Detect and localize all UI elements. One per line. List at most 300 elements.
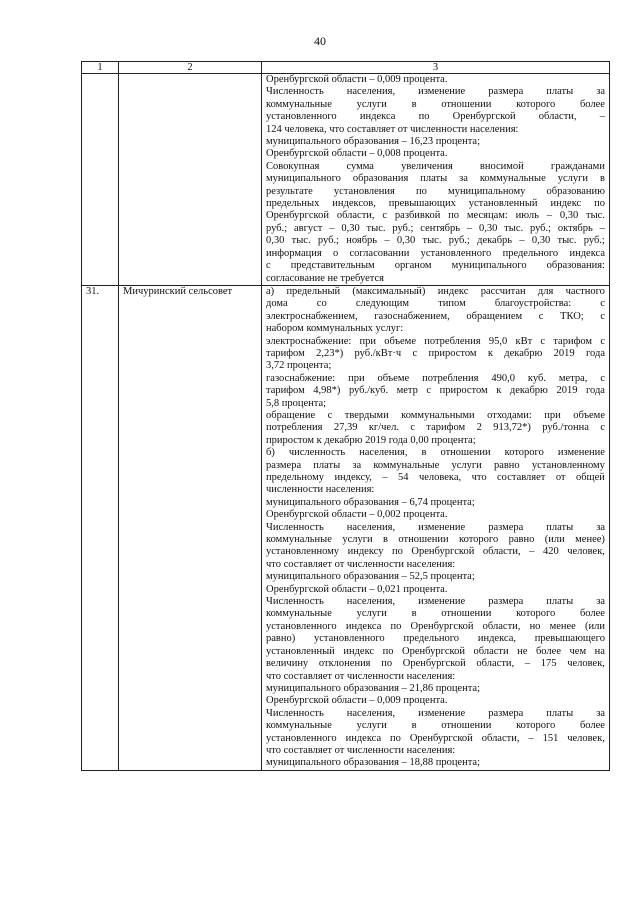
word: муниципального: [451, 260, 527, 272]
text-line: [266, 286, 605, 298]
table-row: [82, 285, 610, 770]
word: с: [600, 310, 605, 322]
text-line: что составляет от численности населения:: [266, 558, 456, 570]
word: чем: [569, 645, 587, 657]
word: индексов,: [332, 198, 376, 210]
word: установленному: [531, 459, 605, 471]
word: установленного: [266, 732, 337, 744]
word: общей: [575, 472, 605, 483]
word: гражданами: [550, 160, 605, 172]
word: установленного: [420, 247, 492, 259]
word: области,: [476, 658, 515, 670]
word: установленного: [266, 620, 337, 632]
text-line: [266, 472, 605, 484]
word: газоснабжение:: [266, 372, 336, 384]
text-line: набором коммунальных услуг:: [266, 323, 404, 335]
word: 2,23*): [316, 347, 344, 359]
word: численность: [288, 447, 346, 459]
word: более: [579, 98, 605, 110]
word: установления: [333, 185, 395, 197]
word: изменение: [418, 86, 466, 98]
word: по: [381, 658, 393, 670]
word: твердыми: [344, 409, 389, 421]
row-number: 31.: [82, 285, 119, 770]
word: август: [293, 222, 323, 234]
word: равно): [266, 633, 296, 645]
word: услуги: [451, 459, 482, 471]
word: коммунальные: [266, 98, 332, 110]
word: руб./куб.: [348, 385, 389, 397]
text-line: [266, 708, 605, 720]
word: коммунальные: [373, 459, 440, 471]
word: декабрю: [509, 385, 548, 397]
text-line: численности населения:: [266, 484, 375, 496]
word: 2019: [556, 385, 578, 397]
word: менее): [575, 534, 605, 546]
word: сумма: [346, 160, 374, 172]
text-line: [266, 460, 605, 472]
word: увеличения: [401, 160, 453, 172]
text-line: [266, 235, 605, 247]
word: размера: [488, 707, 524, 719]
text-line: [266, 410, 605, 422]
word: равно: [508, 534, 535, 546]
text-line: муниципального образования – 16,23 процента;: [266, 136, 481, 148]
text-line: Оренбургской области – 0,008 процента.: [266, 148, 448, 160]
word: для: [537, 285, 554, 297]
word: за: [596, 707, 605, 719]
word: индексу: [347, 546, 384, 558]
word: объеме: [384, 335, 416, 347]
word: Численность: [266, 521, 324, 533]
word: 27,39: [333, 422, 358, 434]
word: отношении: [441, 98, 492, 110]
word: кг/чел.: [368, 422, 399, 434]
word: что: [471, 472, 487, 483]
word: с: [540, 335, 546, 347]
word: 420: [542, 546, 559, 558]
text-line: согласование не требуется: [266, 272, 384, 284]
word: по: [416, 185, 427, 197]
word: года: [585, 347, 605, 359]
word: электроснабжением,: [266, 310, 358, 322]
word: –: [529, 546, 535, 558]
word: тарифом: [266, 347, 305, 359]
word: метр: [396, 385, 418, 397]
word: 54: [398, 472, 409, 483]
word: руб.;: [266, 222, 288, 234]
word: Численность: [266, 707, 324, 719]
text-line: [266, 546, 605, 558]
text-line: муниципального образования – 6,74 процента;: [266, 496, 475, 508]
word: Оренбургской: [266, 210, 329, 222]
word: тыс.: [422, 235, 442, 247]
word: –: [546, 210, 552, 222]
word: от: [555, 472, 566, 483]
word: индекса: [359, 111, 396, 123]
word: услуги: [356, 608, 387, 620]
text-line: Оренбургской области – 0,009 процента.: [266, 74, 448, 85]
word: индекса: [569, 247, 605, 259]
word: потребления: [422, 372, 479, 384]
word: области: [473, 645, 509, 657]
word: Численность: [266, 86, 324, 98]
word: размера: [266, 459, 302, 471]
word: декабрь: [477, 235, 513, 247]
details-lines: [266, 286, 605, 770]
word: населения,: [346, 596, 396, 608]
word: размера: [488, 86, 524, 98]
text-line: [266, 596, 605, 608]
text-line: [266, 422, 605, 434]
text-line: [266, 298, 605, 310]
word: руб.;: [583, 235, 605, 247]
text-line: муниципального образования – 21,86 процента;: [266, 682, 481, 694]
word: отходами:: [487, 409, 532, 421]
word: населения,: [346, 521, 396, 533]
word: июль: [515, 210, 539, 222]
word: 2019: [553, 347, 575, 359]
word: муниципального: [266, 173, 341, 185]
word: 0,30: [559, 210, 579, 222]
text-line: [266, 447, 605, 459]
word: органом: [394, 260, 432, 272]
word: –: [466, 222, 473, 234]
word: в: [383, 534, 389, 546]
text-line: [266, 198, 605, 210]
word: коммунальные: [266, 720, 332, 732]
word: образованию: [546, 185, 605, 197]
word: образования:: [546, 260, 605, 272]
word: равно: [493, 459, 520, 471]
word: тыс.: [291, 235, 311, 247]
word: которого: [516, 720, 556, 732]
word: объеме: [573, 409, 605, 421]
word: с: [538, 310, 544, 322]
text-line: [266, 646, 605, 658]
word: Численность: [266, 596, 324, 608]
word: области,: [482, 620, 521, 632]
word: а): [266, 285, 275, 297]
word: платы: [546, 596, 574, 608]
word: которого: [516, 608, 556, 620]
word: превышающего: [534, 633, 605, 645]
word: муниципальному: [448, 185, 526, 197]
word: (максимальный): [352, 285, 426, 297]
details-lines: [266, 74, 605, 285]
word: установленному: [266, 546, 340, 558]
row-details: [262, 285, 610, 770]
word: предельному: [266, 472, 324, 483]
text-line: Оренбургской области – 0,021 процента.: [266, 583, 448, 595]
word: но: [529, 620, 541, 632]
word: тарифом: [553, 335, 593, 347]
word: коммунальные: [479, 173, 546, 185]
header-col-1: 1: [82, 62, 119, 74]
text-line: [266, 99, 605, 111]
text-line: муниципального образования – 52,5 процента;: [266, 571, 475, 583]
word: платы: [546, 707, 574, 719]
word: коммунальными: [401, 409, 475, 421]
word: согласовании: [349, 247, 410, 259]
word: обращение: [266, 409, 316, 421]
word: газоснабжением,: [374, 310, 450, 322]
word: размера: [488, 521, 524, 533]
word: 175: [540, 658, 557, 670]
word: изменение: [418, 521, 466, 533]
word: составляет: [497, 472, 546, 483]
word: 0,30: [478, 222, 498, 234]
word: отношении: [440, 447, 491, 459]
text-line: муниципального образования – 18,88 процента;: [266, 757, 481, 769]
word: в: [411, 608, 417, 620]
word: человека,: [418, 472, 462, 483]
text-line: Оренбургской области – 0,002 процента.: [266, 509, 448, 521]
word: 151: [542, 732, 559, 744]
word: более: [579, 608, 605, 620]
word: услуги: [557, 173, 589, 185]
word: –: [382, 472, 388, 483]
text-line: [266, 534, 605, 546]
word: (или: [585, 620, 605, 632]
word: –: [528, 732, 534, 744]
word: по: [382, 645, 394, 657]
text-line: [266, 348, 605, 360]
word: изменение: [418, 707, 466, 719]
word: человек,: [567, 732, 605, 744]
word: представительным: [290, 260, 375, 272]
word: отношении: [441, 608, 492, 620]
word: за: [596, 86, 605, 98]
text-line: приростом к декабрю 2019 года 0,00 процента;: [266, 434, 476, 446]
word: с: [600, 335, 605, 347]
word: при: [544, 409, 561, 421]
word: дома: [266, 298, 288, 310]
word: человек,: [567, 658, 605, 670]
word: месяцам:: [466, 210, 508, 222]
word: результате: [266, 185, 313, 197]
word: коммунальные: [266, 534, 332, 546]
text-line: [266, 658, 605, 670]
text-line: [266, 733, 605, 745]
word: индекса: [345, 732, 382, 744]
text-line: что составляет от численности населения:: [266, 670, 456, 682]
word: информация: [266, 247, 322, 259]
word: человек,: [567, 546, 605, 558]
word: руб.;: [392, 222, 414, 234]
word: 490,0: [491, 372, 516, 384]
word: населения,: [359, 447, 408, 459]
word: тарифом: [426, 422, 466, 434]
word: частного: [565, 285, 605, 297]
word: индекс: [550, 198, 582, 210]
word: изменение: [557, 447, 605, 459]
word: индексу,: [334, 472, 372, 483]
text-line: [266, 522, 605, 534]
word: Оренбургской: [402, 645, 465, 657]
word: о: [332, 247, 339, 259]
word: на: [594, 645, 605, 657]
word: ноябрь: [346, 235, 378, 247]
text-line: [266, 608, 605, 620]
word: (или: [544, 534, 565, 546]
municipality-name: [119, 74, 262, 286]
word: приростом: [439, 385, 488, 397]
word: со: [316, 298, 327, 310]
text-line: [266, 720, 605, 732]
word: –: [519, 235, 525, 247]
word: области,: [482, 546, 521, 558]
word: благоустройства:: [494, 298, 572, 310]
word: с: [600, 298, 605, 310]
text-line: 5,8 процента;: [266, 397, 327, 409]
header-col-2: 2: [119, 62, 262, 74]
word: руб./тонна: [542, 422, 589, 434]
word: образования: [352, 173, 409, 185]
word: за: [596, 596, 605, 608]
word: с: [266, 260, 271, 272]
word: которого: [516, 98, 556, 110]
word: индекс: [343, 645, 375, 657]
word: к: [487, 347, 493, 359]
word: метра,: [558, 372, 588, 384]
row-number: [82, 74, 119, 286]
word: года: [585, 385, 605, 397]
word: области,: [538, 111, 577, 123]
text-line: [266, 86, 605, 98]
word: октябрь: [557, 222, 593, 234]
word: ТКО;: [560, 310, 584, 322]
word: рассчитан: [480, 285, 526, 297]
table-row: [82, 74, 610, 286]
word: 913,72*): [493, 422, 531, 434]
word: тыс.: [557, 235, 577, 247]
word: населения,: [346, 86, 396, 98]
word: сентябрь: [420, 222, 461, 234]
text-line: [266, 173, 605, 185]
word: разбивкой: [394, 210, 441, 222]
word: тыс.: [504, 222, 524, 234]
text-line: [266, 621, 605, 633]
word: услуги: [356, 98, 387, 110]
word: услуги: [356, 720, 387, 732]
word: руб./кВт·ч: [354, 347, 402, 359]
word: предельный: [286, 285, 341, 297]
text-line: [266, 161, 605, 173]
word: платы: [313, 459, 341, 471]
word: размера: [488, 596, 524, 608]
word: Оренбургской: [410, 620, 474, 632]
word: потребления: [424, 335, 481, 347]
word: –: [599, 222, 605, 234]
word: отношении: [441, 720, 492, 732]
word: предельного: [403, 633, 460, 645]
text-line: Оренбургской области – 0,009 процента.: [266, 695, 448, 707]
word: отношении: [398, 534, 449, 546]
word: следующим: [355, 298, 410, 310]
page-number: 40: [314, 34, 326, 48]
word: Оренбургской: [409, 732, 473, 744]
word: 4,98*): [313, 385, 341, 397]
word: установленный: [468, 198, 538, 210]
word: за: [459, 173, 468, 185]
word: индекса,: [477, 633, 516, 645]
word: декабрю: [504, 347, 543, 359]
word: Совокупная: [266, 160, 320, 172]
word: населения,: [346, 707, 396, 719]
word: по: [594, 198, 605, 210]
word: по: [390, 732, 401, 744]
word: изменение: [418, 596, 466, 608]
word: в: [421, 447, 427, 459]
word: руб.;: [529, 222, 552, 234]
municipality-name: Мичуринский сельсовет: [119, 285, 262, 770]
word: Оренбургской: [402, 658, 466, 670]
word: тарифом: [266, 385, 305, 397]
word: с: [327, 409, 333, 421]
word: платы: [546, 86, 574, 98]
word: –: [599, 111, 605, 123]
text-line: 3,72 процента;: [266, 360, 332, 372]
word: электроснабжение:: [266, 335, 352, 347]
text-line: [266, 633, 605, 645]
word: вносимой: [479, 160, 524, 172]
word: превышающих: [388, 198, 456, 210]
word: более: [535, 645, 561, 657]
word: с: [412, 347, 418, 359]
word: отклонения: [318, 658, 371, 670]
word: услуги: [342, 534, 373, 546]
row-details: [262, 74, 610, 286]
word: предельного: [502, 247, 559, 259]
word: объеме: [377, 372, 410, 384]
word: которого: [459, 534, 499, 546]
word: за: [596, 521, 605, 533]
text-line: [266, 385, 605, 397]
word: установленного: [314, 633, 385, 645]
word: типом: [438, 298, 466, 310]
text-line: что составляет от численности населения:: [266, 744, 456, 756]
text-line: [266, 210, 605, 222]
text-line: [266, 186, 605, 198]
word: –: [329, 222, 335, 234]
word: коммунальные: [266, 608, 332, 620]
word: платы: [546, 521, 574, 533]
word: к: [496, 385, 502, 397]
word: не: [517, 645, 528, 657]
word: в: [411, 98, 417, 110]
word: тыс.: [586, 210, 605, 222]
header-col-3: 3: [262, 62, 610, 74]
word: 0,30: [266, 235, 285, 247]
word: при: [359, 335, 377, 347]
word: с: [600, 422, 605, 434]
text-line: [266, 248, 605, 260]
word: руб.;: [317, 235, 339, 247]
word: с: [382, 210, 388, 222]
word: потребления: [266, 422, 323, 434]
word: области,: [336, 210, 375, 222]
word: куб.: [527, 372, 546, 384]
text-line: [266, 223, 605, 235]
word: приростом: [428, 347, 477, 359]
word: тыс.: [366, 222, 386, 234]
word: установленного: [266, 111, 337, 123]
word: с: [410, 422, 416, 434]
word: с: [426, 385, 432, 397]
word: менее: [549, 620, 576, 632]
word: предельных: [266, 198, 320, 210]
